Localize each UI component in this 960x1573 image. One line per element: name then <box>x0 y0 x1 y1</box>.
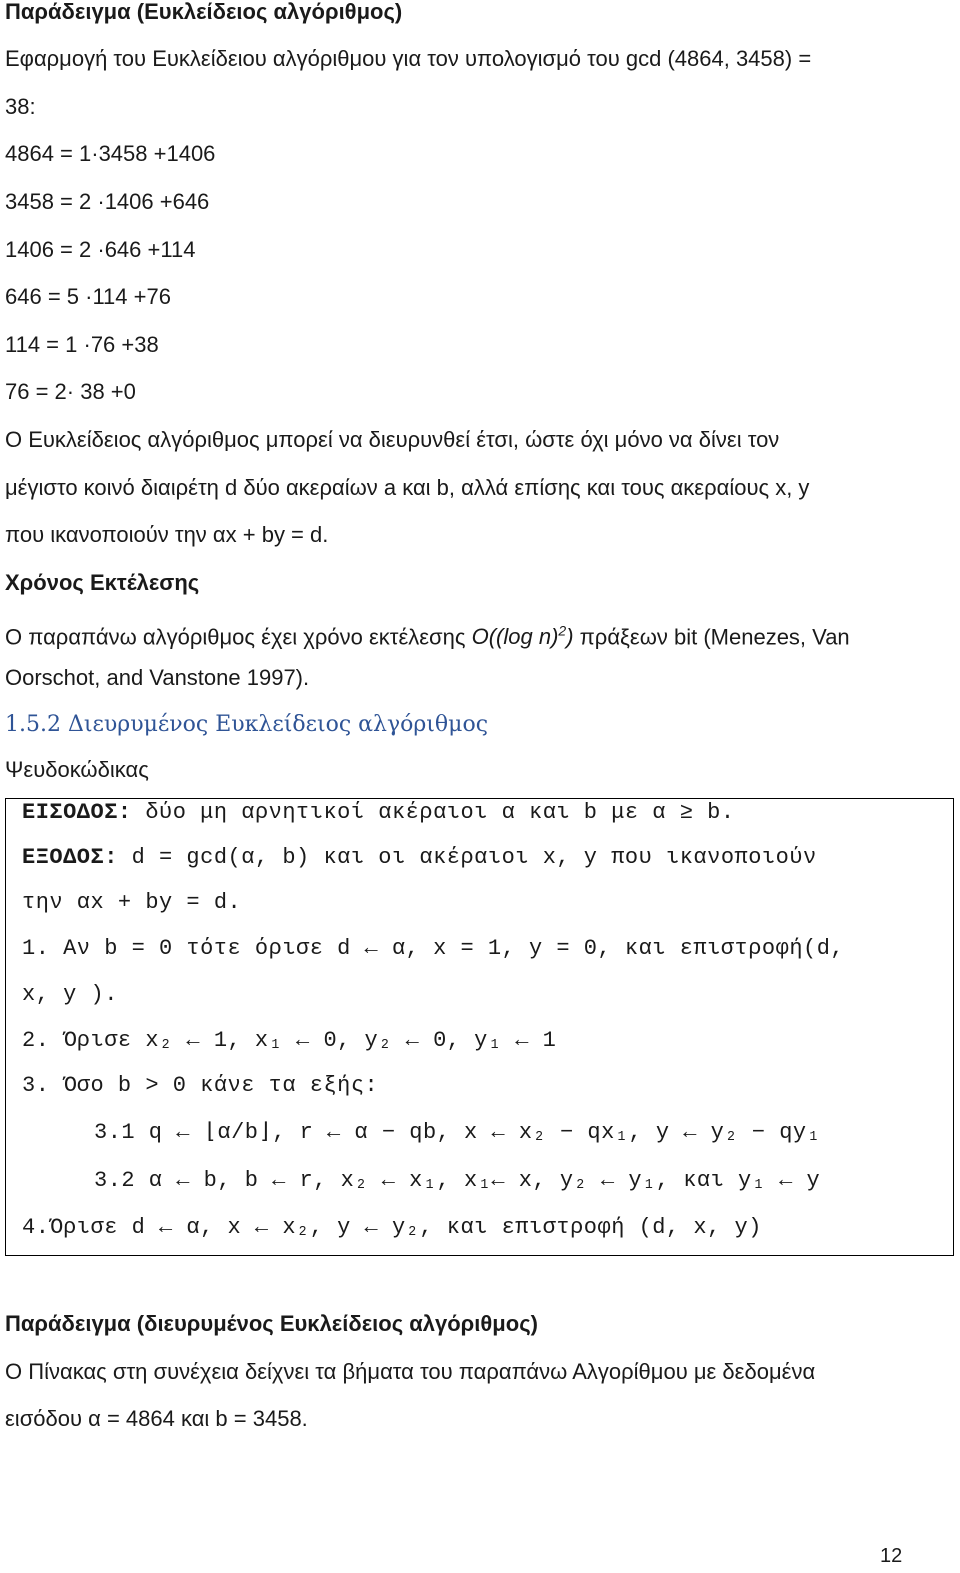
section-heading: 1.5.2 Διευρυμένος Ευκλείδειος αλγόριθμος <box>5 712 489 737</box>
runtime-line-1 <box>5 617 850 651</box>
division-step: 3458 = 2 ·1406 +646 <box>5 189 210 214</box>
paragraph-line: μέγιστο κοινό διαιρέτη d δύο ακεραίων a και b, αλλά επίσης και τους ακεραίους x, y <box>5 475 810 500</box>
division-step: 646 = 5 ·114 +76 <box>5 284 171 309</box>
division-step: 76 = 2· 38 +0 <box>5 379 136 404</box>
code-line: 1. Αν b = 0 τότε όρισε d ← α, x = 1, y = 0, και επιστροφή(d, <box>22 936 845 961</box>
code-line: 3.2 α ← b, b ← r, x₂ ← x₁, x₁← x, y₂ ← y₁, και y₁ ← y <box>94 1168 821 1193</box>
pseudocode-box <box>5 798 954 1256</box>
runtime-text-after: πράξεων bit (Menezes, Van <box>573 624 850 650</box>
example-title: Παράδειγμα (Ευκλείδειος αλγόριθμος) <box>5 0 403 24</box>
input-text: δύο μη αρνητικοί ακέραιοι α και b με α ≥ b. <box>131 800 735 825</box>
example2-line-2: εισόδου α = 4864 και b = 3458. <box>5 1406 308 1431</box>
code-line: x, y ). <box>22 982 118 1007</box>
example2-title: Παράδειγμα (διευρυμένος Ευκλείδειος αλγόριθμος) <box>5 1311 538 1336</box>
intro-line-1: Εφαρμογή του Ευκλείδειου αλγόριθμου για τον υπολογισμό του gcd (4864, 3458) = <box>5 46 812 71</box>
output-text: d = gcd(α, b) και οι ακέραιοι x, y που ικανοποιούν <box>117 845 817 870</box>
complexity-close: ) <box>566 624 574 650</box>
division-step: 4864 = 1·3458 +1406 <box>5 141 216 166</box>
division-step: 114 = 1 ·76 +38 <box>5 332 159 357</box>
complexity: O((log n) <box>471 624 559 650</box>
page-number: 12 <box>880 1545 903 1567</box>
example2-line-1: Ο Πίνακας στη συνέχεια δείχνει τα βήματα του παραπάνω Αλγορίθμου με δεδομένα <box>5 1359 816 1384</box>
code-output-line <box>22 844 817 872</box>
input-label: ΕΙΣΟΔΟΣ: <box>22 800 132 825</box>
code-line: 3.1 q ← ⌊α/b⌋, r ← α − qb, x ← x₂ − qx₁, y ← y₂ − qy₁ <box>94 1120 821 1145</box>
code-line: 4.Όρισε d ← α, x ← x₂, y ← y₂, και επιστροφή (d, x, y) <box>22 1215 762 1240</box>
code-line: 3. Όσο b > 0 κάνε τα εξής: <box>22 1073 379 1098</box>
runtime-line-2: Oorschot, and Vanstone 1997). <box>5 665 310 690</box>
code-line: την αx + by = d. <box>22 890 242 915</box>
code-line: 2. Όρισε x₂ ← 1, x₁ ← 0, y₂ ← 0, y₁ ← 1 <box>22 1028 557 1053</box>
division-step: 1406 = 2 ·646 +114 <box>5 237 196 262</box>
paragraph-line: που ικανοποιούν την αx + by = d. <box>5 522 329 547</box>
runtime-title: Χρόνος Εκτέλεσης <box>5 570 200 595</box>
intro-line-2: 38: <box>5 94 36 119</box>
pseudocode-label: Ψευδοκώδικας <box>5 757 149 782</box>
code-input-line <box>22 799 735 827</box>
output-label: ΕΞΟΔΟΣ: <box>22 845 118 870</box>
complexity-exponent: 2 <box>558 623 567 639</box>
paragraph-line: Ο Ευκλείδειος αλγόριθμος μπορεί να διευρυνθεί έτσι, ώστε όχι μόνο να δίνει τον <box>5 427 780 452</box>
runtime-text-before: Ο παραπάνω αλγόριθμος έχει χρόνο εκτέλεσης <box>5 624 472 650</box>
